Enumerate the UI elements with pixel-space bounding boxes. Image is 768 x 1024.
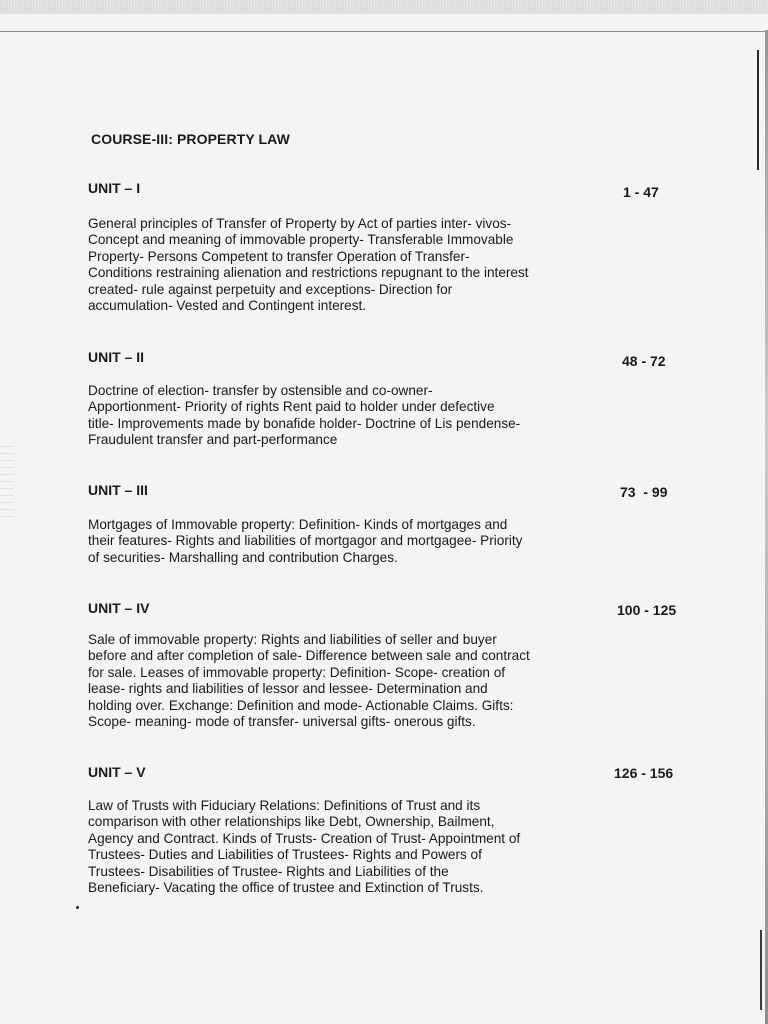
unit-3-pages: 73 - 99: [620, 484, 668, 500]
unit-3-description: Mortgages of Immovable property: Definition- Kinds of mortgages and their features- Rights and liabilities of mortgagor and mortgagee- Priority of securities- Marshalling and contribution Charges.: [88, 517, 523, 565]
unit-5-description: Law of Trusts with Fiduciary Relations: Definitions of Trust and its comparison with other relationships like Debt, Ownership, Bailment, Agency and Contract. Kinds of Trusts- Creation of Trust- Appointment of Trustees- Duties and Liabilities of Trustees- Rights and Powers of Trustees- Disabilities of Trustee- Rights and Liabilities of the Beneficiary- Vacating the office of trustee and Extinction of Trusts.: [88, 798, 521, 896]
unit-4-heading: UNIT – IV: [88, 600, 150, 616]
course-title: COURSE-III: PROPERTY LAW: [91, 131, 290, 147]
unit-3-heading: UNIT – III: [88, 482, 148, 498]
unit-4-pages: 100 - 125: [617, 602, 677, 618]
unit-1-pages: 1 - 47: [623, 184, 659, 200]
unit-2-description: Doctrine of election- transfer by ostensible and co-owner- Apportionment- Priority of rights Rent paid to holder under defective title- Improvements made by bonafide holder- Doctrine of Lis pendense- Fraudulent transfer and part-performance: [88, 383, 521, 448]
unit-1-heading: UNIT – I: [88, 180, 141, 196]
unit-5-pages: 126 - 156: [614, 765, 674, 781]
unit-2-pages: 48 - 72: [622, 353, 666, 369]
unit-1-description: General principles of Transfer of Property by Act of parties inter- vivos- Concept and meaning of immovable property- Transferable Immovable Property- Persons Competent to transfer Operation of Transfer- Conditions restraining alienation and restrictions repugnant to the interest created- rule against perpetuity and exceptions- Direction for accumulation- Vested and Contingent interest.: [88, 216, 529, 314]
unit-2-heading: UNIT – II: [88, 349, 145, 365]
unit-5-heading: UNIT – V: [88, 764, 146, 780]
unit-4-description: Sale of immovable property: Rights and liabilities of seller and buyer before and after completion of sale- Difference between sale and contract for sale. Leases of immovable property: Definition- Scope- creation of lease- rights and liabilities of lessor and lessee- Determination and holding over. Exchange: Definition and mode- Actionable Claims. Gifts: Scope- meaning- mode of transfer- universal gifts- onerous gifts.: [88, 632, 530, 730]
